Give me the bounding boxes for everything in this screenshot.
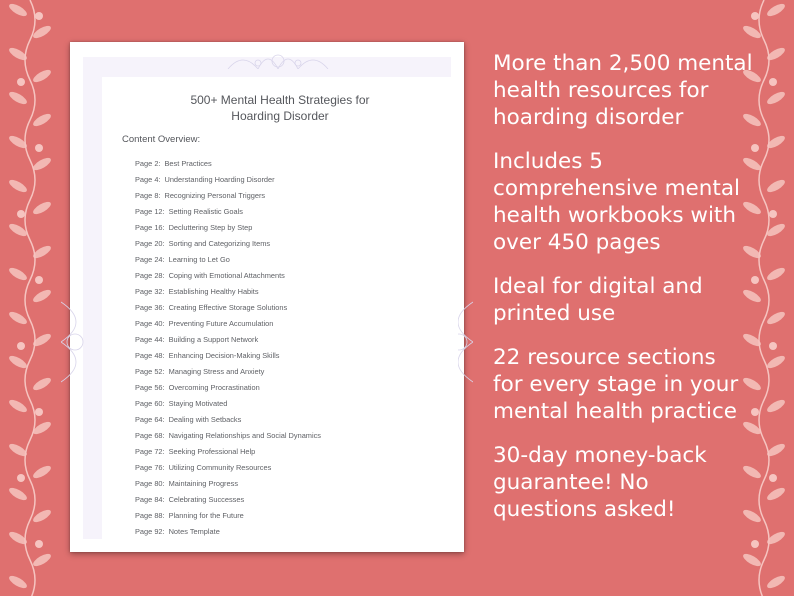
- document-title: [102, 92, 458, 124]
- toc-section-title: Seeking Professional Help: [168, 447, 256, 456]
- vine-leaf: [7, 486, 28, 503]
- toc-section-title: Managing Stress and Anxiety: [168, 367, 265, 376]
- toc-section-title: Understanding Hoarding Disorder: [164, 175, 275, 184]
- vine-leaf: [31, 68, 52, 85]
- vine-leaf: [7, 574, 28, 591]
- toc-page-number: Page 88:: [135, 511, 165, 520]
- toc-page-number: Page 36:: [135, 303, 165, 312]
- vine-leaf: [31, 156, 52, 173]
- mandala-ornament-left: [61, 297, 101, 387]
- feature-line: over 450 pages: [493, 230, 661, 255]
- vine-leaf: [765, 398, 786, 415]
- feature-line: comprehensive mental: [493, 176, 740, 201]
- vine-flower: [17, 78, 25, 86]
- vine-leaf: [765, 574, 786, 591]
- toc-item: [135, 236, 321, 252]
- feature-line: printed use: [493, 301, 616, 326]
- toc-item: [135, 508, 321, 524]
- feature-line: Ideal for digital and: [493, 274, 703, 299]
- mandala-ornament-top: [223, 47, 333, 69]
- toc-section-title: Preventing Future Accumulation: [168, 319, 274, 328]
- toc-page-number: Page 60:: [135, 399, 165, 408]
- vine-decoration-left: [0, 0, 60, 596]
- vine-flower: [17, 342, 25, 350]
- vine-leaf: [765, 486, 786, 503]
- toc-item: [135, 332, 321, 348]
- vine-flower: [17, 474, 25, 482]
- vine-flower: [769, 474, 777, 482]
- vine-leaf: [7, 2, 28, 19]
- vine-flower: [769, 342, 777, 350]
- feature-line: questions asked!: [493, 497, 676, 522]
- toc-page-number: Page 68:: [135, 431, 165, 440]
- feature-list: [493, 50, 753, 540]
- toc-section-title: Overcoming Procrastination: [168, 383, 260, 392]
- feature-line: 30-day money-back: [493, 443, 707, 468]
- vine-leaf: [31, 552, 52, 569]
- toc-page-number: Page 12:: [135, 207, 165, 216]
- vine-leaf: [7, 354, 28, 371]
- toc-item: [135, 348, 321, 364]
- toc-section-title: Planning for the Future: [168, 511, 244, 520]
- vine-flower: [751, 12, 759, 20]
- vine-leaf: [31, 464, 52, 481]
- toc-item: [135, 300, 321, 316]
- table-of-contents: [135, 156, 321, 540]
- feature-line: health resources for: [493, 78, 709, 103]
- toc-item: [135, 156, 321, 172]
- toc-page-number: Page 72:: [135, 447, 165, 456]
- toc-page-number: Page 64:: [135, 415, 165, 424]
- vine-flower: [769, 210, 777, 218]
- feature-line: health workbooks with: [493, 203, 736, 228]
- vine-leaf: [765, 178, 786, 195]
- vine-flower: [751, 540, 759, 548]
- toc-section-title: Coping with Emotional Attachments: [168, 271, 285, 280]
- toc-page-number: Page 40:: [135, 319, 165, 328]
- vine-leaf: [7, 310, 28, 327]
- vine-flower: [769, 78, 777, 86]
- vine-leaf: [7, 398, 28, 415]
- feature-item: [493, 273, 753, 327]
- toc-item: [135, 412, 321, 428]
- vine-leaf: [31, 376, 52, 393]
- toc-page-number: Page 92:: [135, 527, 165, 536]
- vine-flower: [35, 408, 43, 416]
- toc-item: [135, 364, 321, 380]
- toc-page-number: Page 20:: [135, 239, 165, 248]
- toc-page-number: Page 28:: [135, 271, 165, 280]
- vine-leaf: [31, 288, 52, 305]
- feature-item: [493, 148, 753, 256]
- toc-item: [135, 316, 321, 332]
- toc-item: [135, 476, 321, 492]
- vine-leaf: [7, 90, 28, 107]
- document-border: [83, 57, 451, 539]
- feature-line: Includes 5: [493, 149, 603, 174]
- toc-section-title: Celebrating Successes: [168, 495, 245, 504]
- toc-item: [135, 492, 321, 508]
- toc-section-title: Sorting and Categorizing Items: [168, 239, 271, 248]
- vine-leaf: [765, 266, 786, 283]
- toc-item: [135, 460, 321, 476]
- vine-leaf: [31, 200, 52, 217]
- toc-section-title: Best Practices: [164, 159, 212, 168]
- toc-page-number: Page 80:: [135, 479, 165, 488]
- toc-item: [135, 396, 321, 412]
- toc-section-title: Recognizing Personal Triggers: [164, 191, 266, 200]
- toc-section-title: Staying Motivated: [168, 399, 228, 408]
- feature-line: guarantee! No: [493, 470, 649, 495]
- toc-item: [135, 268, 321, 284]
- vine-leaf: [7, 266, 28, 283]
- toc-page-number: Page 32:: [135, 287, 165, 296]
- feature-item: [493, 344, 753, 425]
- feature-line: for every stage in your: [493, 372, 739, 397]
- toc-page-number: Page 48:: [135, 351, 165, 360]
- vine-leaf: [765, 310, 786, 327]
- feature-item: [493, 50, 753, 131]
- vine-leaf: [741, 552, 762, 569]
- toc-section-title: Building a Support Network: [168, 335, 259, 344]
- vine-leaf: [31, 112, 52, 129]
- toc-section-title: Decluttering Step by Step: [168, 223, 253, 232]
- toc-item: [135, 380, 321, 396]
- toc-item: [135, 252, 321, 268]
- toc-section-title: Setting Realistic Goals: [168, 207, 243, 216]
- toc-item: [135, 284, 321, 300]
- toc-page-number: Page 24:: [135, 255, 165, 264]
- toc-page-number: Page 52:: [135, 367, 165, 376]
- toc-section-title: Navigating Relationships and Social Dynamics: [168, 431, 322, 440]
- document-page: [102, 77, 458, 551]
- toc-page-number: Page 2:: [135, 159, 161, 168]
- toc-section-title: Dealing with Setbacks: [168, 415, 242, 424]
- toc-section-title: Learning to Let Go: [168, 255, 230, 264]
- toc-page-number: Page 8:: [135, 191, 161, 200]
- toc-item: [135, 172, 321, 188]
- vine-flower: [35, 276, 43, 284]
- document-title-line-1: 500+ Mental Health Strategies for: [190, 93, 370, 107]
- toc-item: [135, 524, 321, 540]
- toc-section-title: Establishing Healthy Habits: [168, 287, 259, 296]
- vine-stem: [25, 0, 35, 596]
- vine-leaf: [31, 508, 52, 525]
- toc-section-title: Maintaining Progress: [168, 479, 239, 488]
- toc-section-title: Notes Template: [168, 527, 220, 536]
- feature-line: mental health practice: [493, 399, 738, 424]
- toc-page-number: Page 84:: [135, 495, 165, 504]
- vine-stem: [759, 0, 769, 596]
- toc-page-number: Page 56:: [135, 383, 165, 392]
- toc-page-number: Page 76:: [135, 463, 165, 472]
- toc-page-number: Page 16:: [135, 223, 165, 232]
- feature-line: 22 resource sections: [493, 345, 716, 370]
- toc-item: [135, 444, 321, 460]
- vine-leaf: [765, 354, 786, 371]
- vine-leaf: [765, 90, 786, 107]
- vine-flower: [35, 144, 43, 152]
- toc-page-number: Page 44:: [135, 335, 165, 344]
- toc-section-title: Utilizing Community Resources: [168, 463, 272, 472]
- vine-flower: [35, 12, 43, 20]
- toc-item: [135, 428, 321, 444]
- vine-leaf: [765, 2, 786, 19]
- floral-vine-left: [0, 0, 60, 596]
- toc-section-title: Creating Effective Storage Solutions: [168, 303, 288, 312]
- feature-line: More than 2,500 mental: [493, 51, 753, 76]
- toc-item: [135, 188, 321, 204]
- content-overview-label: Content Overview:: [122, 134, 201, 145]
- document-title-line-2: Hoarding Disorder: [231, 109, 329, 123]
- vine-flower: [35, 540, 43, 548]
- feature-line: hoarding disorder: [493, 105, 684, 130]
- toc-section-title: Enhancing Decision-Making Skills: [168, 351, 280, 360]
- vine-flower: [17, 210, 25, 218]
- feature-item: [493, 442, 753, 523]
- vine-leaf: [7, 178, 28, 195]
- toc-item: [135, 204, 321, 220]
- document-preview: [70, 42, 464, 552]
- toc-page-number: Page 4:: [135, 175, 161, 184]
- toc-item: [135, 220, 321, 236]
